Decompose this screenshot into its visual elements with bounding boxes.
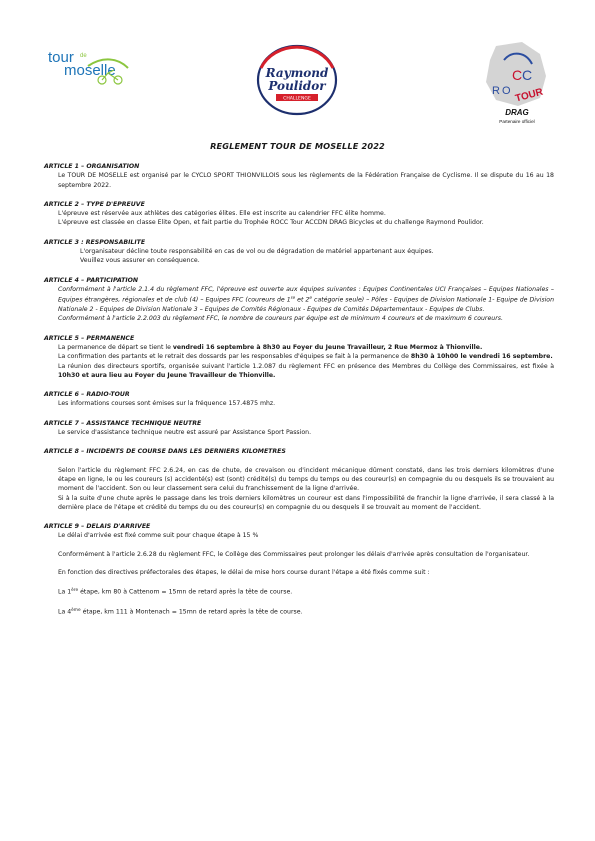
article-7 [44,419,554,438]
svg-text:C: C [522,67,533,83]
logo-raymond-text: Raymond [265,66,329,80]
svg-text:R: R [492,85,500,97]
svg-text:O: O [502,85,511,97]
tour-de-moselle-logo [48,46,130,86]
article-paragraph: Les informations courses sont émises sur la fréquence 157.4875 mhz. [58,400,276,408]
article-paragraph: La confirmation des partants et le retrait des dossards par les responsables d'équipes se fait à la permanence de 8h30 à 10h00 le vendredi 16 septembre. [58,353,553,361]
header-logos [0,38,595,130]
document-title: REGLEMENT TOUR DE MOSELLE 2022 [210,141,385,151]
article-heading: ARTICLE 7 – ASSISTANCE TECHNIQUE NEUTRE [44,419,202,427]
logo-poulidor-text: Poulidor [268,79,326,93]
article-paragraph: Selon l'article du règlement FFC 2.6.24, en cas de chute, de crevaison ou d'incident mécanique dûment constaté, dans les trois derniers kilomètres d'une étape en ligne, le ou les coureurs (s) accidenté(s) est (sont) crédité(s) du temps du temps ou des coureur(s) en compagnie du ou desquels ils se trouvaient au moment de l'accident. Son ou leur classement sera celui du franchissement de la ligne d'arrivée. [58,466,554,493]
article-9 [44,522,554,617]
article-2 [44,200,554,228]
article-heading: ARTICLE 4 – PARTICIPATION [44,276,139,284]
article-3 [44,238,554,266]
article-paragraph: Le service d'assistance technique neutre est assuré par Assistance Sport Passion. [58,429,312,437]
article-paragraph: L'épreuve est réservée aux athlètes des catégories élites. Elle est inscrite au calendrier FFC élite homme. [58,210,386,218]
raymond-poulidor-logo [256,44,338,116]
article-heading: ARTICLE 8 – INCIDENTS DE COURSE DANS LES DERNIERS KILOMETRES [44,448,286,456]
svg-text:C: C [512,67,523,83]
logo-drag-text: DRAG [505,108,529,117]
article-paragraph: Conformément à l'article 2.6.28 du règlement FFC, le Collège des Commissaires peut prolonger les délais d'arrivée après consultation de l'organisateur. [58,550,530,558]
article-4 [44,276,554,324]
logo-moselle-text: moselle [64,62,116,79]
article-heading: ARTICLE 1 – ORGANISATION [44,163,140,170]
document-body [44,162,554,627]
article-paragraph: La réunion des directeurs sportifs, organisée suivant l'article 1.2.087 du règlement FFC en présence des Membres du Collège des Commissaires, est fixée à 10h30 et aura lieu au Foyer du Jeune Travailleur de Thionville. [58,362,554,379]
logo-partenaire-text: Partenaire officiel [499,119,535,124]
article-paragraph: L'organisateur décline toute responsabilité en cas de vol ou de dégradation de matériel appartenant aux équipes. [80,248,434,256]
article-paragraph: Veuillez vous assurer en conséquence. [80,257,200,265]
article-heading: ARTICLE 2 – TYPE D'EPREUVE [44,200,145,208]
article-1 [44,162,554,190]
article-heading: ARTICLE 9 – DELAIS D'ARRIVEE [44,523,151,531]
article-5 [44,334,554,380]
article-heading: ARTICLE 5 – PERMANENCE [44,334,135,342]
logo-challenge-text: CHALLENGE [283,96,311,102]
article-paragraph: La permanence de départ se tient le vendredi 16 septembre à 8h30 au Foyer du Jeune Travailleur, 2 Rue Mermoz à Thionville. [58,343,483,351]
article-paragraph: Conformément à l'article 2.2.003 du règlement FFC, le nombre de coureurs par équipe est de minimum 4 coureurs et de maximum 6 coureurs. [58,315,503,323]
article-paragraph: En fonction des directives préfectorales des étapes, le délai de mise hors course durant l'étape a été fixés comme suit : [58,569,430,576]
article-paragraph: Le délai d'arrivée est fixé comme suit pour chaque étape à 15 % [58,532,259,540]
article-paragraph: Le TOUR DE MOSELLE est organisé par le CYCLO SPORT THIONVILLOIS sous les règlements de la Fédération Française de Cyclisme. Il se dispute du 16 au 18 septembre 2022. [58,172,554,189]
article-heading: ARTICLE 6 – RADIO-TOUR [44,391,130,399]
article-paragraph: L'épreuve est classée en classe Elite Open, et fait partie du Trophée ROCC Tour ACCDN DRAG Bicycles et du challenge Raymond Poulidor. [58,219,484,227]
accdn-rocc-tour-logo [482,40,552,126]
article-paragraph: La 1ère étape, km 80 à Cattenom = 15mn de retard après la tête de course. [58,588,293,596]
article-heading: ARTICLE 3 : RESPONSABILITE [44,238,146,246]
svg-text:TOUR: TOUR [514,86,545,105]
logo-tour-text: tour [48,49,74,66]
logo-de-text: de [80,53,87,59]
article-paragraph: Conformément à l'article 2.1.4 du règlement FFC, l'épreuve est ouverte aux équipes suivantes : Equipes Continentales UCI Françaises – Equipes Nationales – Equipes étrangères, régionales et de club (4) – Equipes FFC (coureurs de 1re et 2e catégorie seule) – Pôles - Equipes de Division Nationale 1- Equipe de Division Nationale 2 - Equipes de Division Nationale 3 – Equipes de Comités Régionaux - Equipes de Comités Départementaux - Equipes de Clubs. [58,285,554,314]
article-6 [44,390,554,409]
article-8 [44,447,554,512]
article-paragraph: Si à la suite d'une chute après le passage dans les trois derniers kilomètres un coureur est dans l'impossibilité de franchir la ligne d'arrivée, il sera classé à la dernière place de l'étape et crédité du temps du ou des coureur(s) en compagnie du ou desquels il se trouvait au moment de l'accident. [58,494,554,511]
article-paragraph: La 4ème étape, km 111 à Montenach = 15mn de retard après la tête de course. [58,608,303,616]
